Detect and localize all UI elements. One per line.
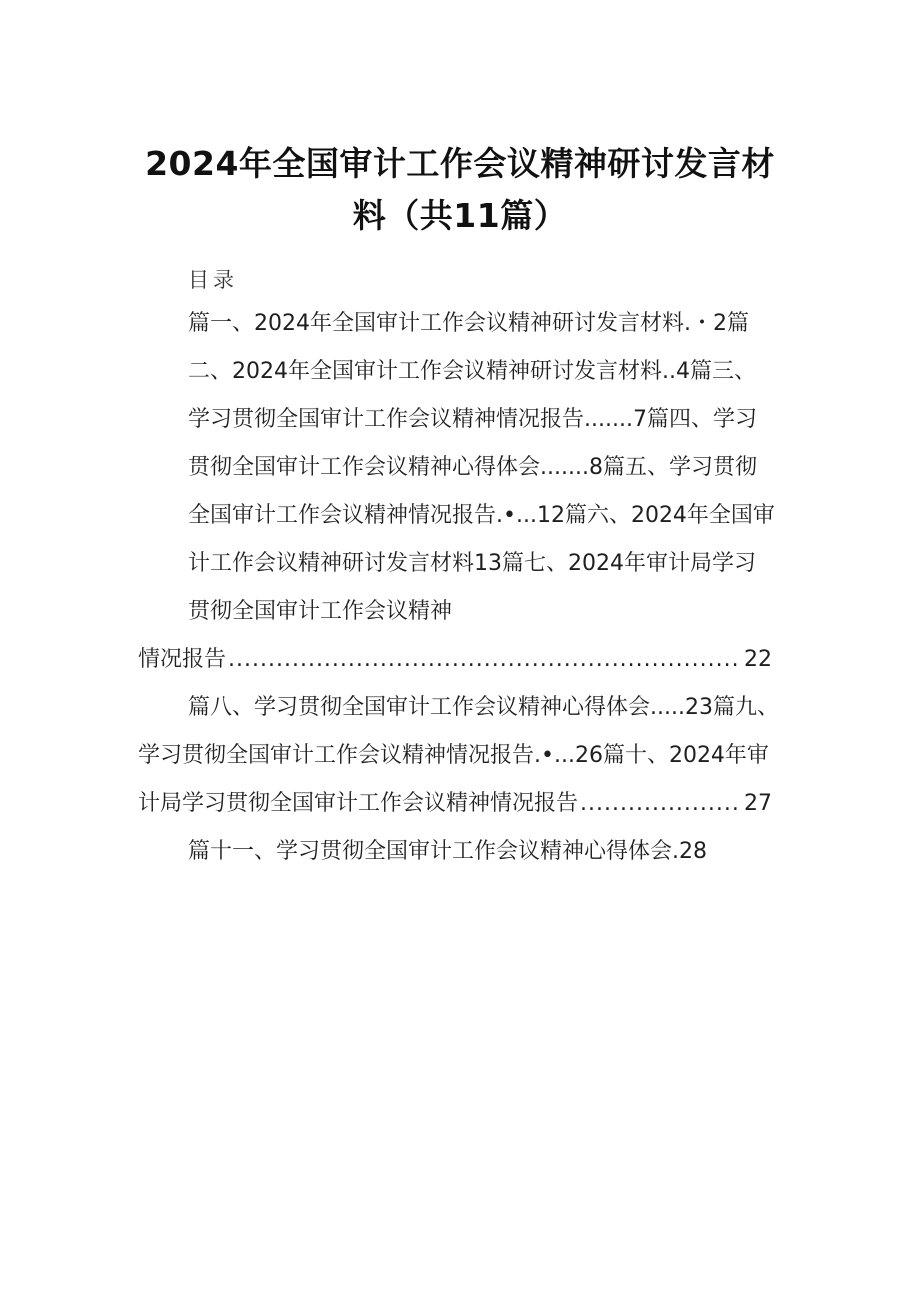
toc-page-number: 22 xyxy=(744,647,772,672)
toc-line: 计工作会议精神研讨发言材料13篇七、2024年审计局学习 xyxy=(188,551,756,576)
toc-line: 篇十一、学习贯彻全国审计工作会议精神心得体会.28 xyxy=(188,839,707,864)
document-title-line-2: 料（共11篇） xyxy=(352,196,568,235)
toc-line: 学习贯彻全国审计工作会议精神情况报告.•...26篇十、2024年审 xyxy=(138,743,769,768)
toc-line-with-leader xyxy=(138,790,772,818)
toc-line: 学习贯彻全国审计工作会议精神情况报告.......7篇四、学习 xyxy=(188,407,757,432)
dot-leader xyxy=(228,646,742,674)
toc-line-with-leader xyxy=(138,646,772,674)
toc-line: 二、2024年全国审计工作会议精神研讨发言材料..4篇三、 xyxy=(188,359,756,384)
toc-line: 贯彻全国审计工作会议精神 xyxy=(188,599,453,624)
toc-line: 贯彻全国审计工作会议精神心得体会.......8篇五、学习贯彻 xyxy=(188,455,757,480)
toc-entry-text: 计局学习贯彻全国审计工作会议精神情况报告 xyxy=(138,791,579,816)
toc-heading: 目录 xyxy=(188,268,238,292)
toc-page-number: 27 xyxy=(744,791,772,816)
toc-line: 全国审计工作会议精神情况报告.•...12篇六、2024年全国审 xyxy=(188,503,775,528)
toc-line: 篇一、2024年全国审计工作会议精神研讨发言材料.・2篇 xyxy=(188,311,749,336)
document-title-line-1: 2024年全国审计工作会议精神研讨发言材 xyxy=(145,144,775,183)
toc-line: 篇八、学习贯彻全国审计工作会议精神心得体会.....23篇九、 xyxy=(188,695,779,720)
toc-entry-text: 情况报告 xyxy=(138,647,227,672)
dot-leader xyxy=(580,790,742,818)
